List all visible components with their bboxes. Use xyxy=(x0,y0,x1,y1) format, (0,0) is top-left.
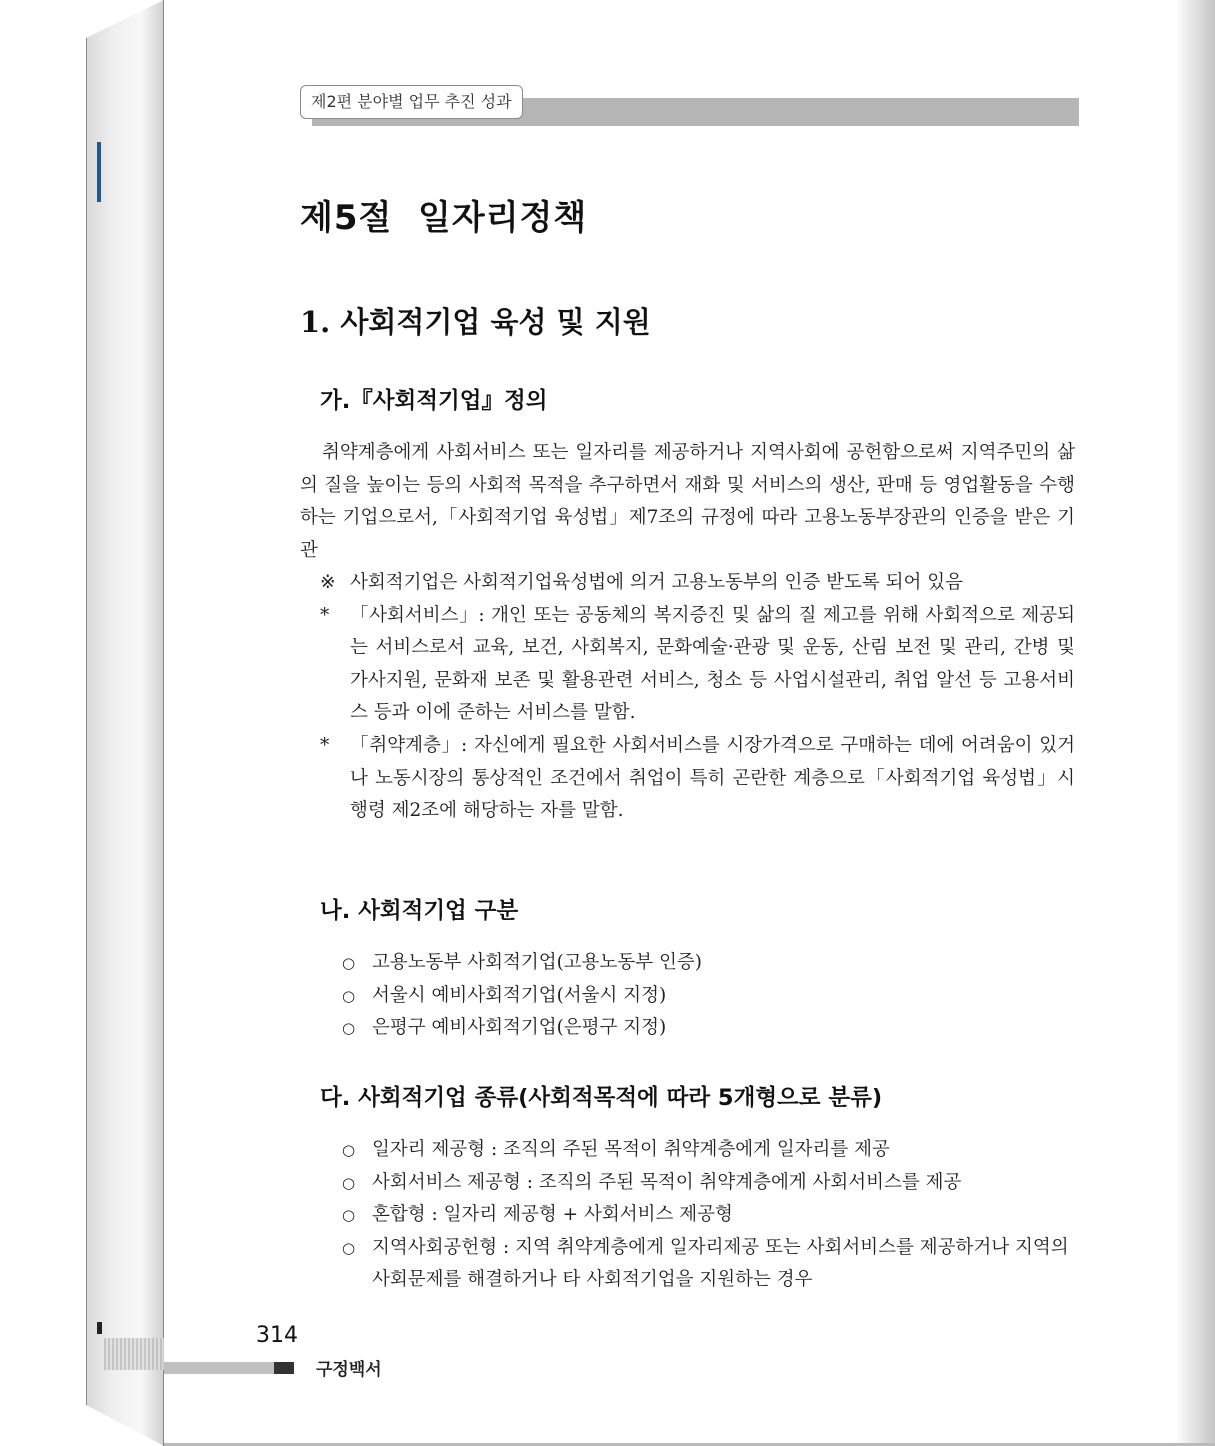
note-marker: * xyxy=(320,604,330,626)
list-item: ○ 은평구 예비사회적기업(은평구 지정) xyxy=(342,1012,1077,1045)
note-item: * 「사회서비스」: 개인 또는 공동체의 복지증진 및 삶의 질 제고를 위해 사회적으로 제공되는 서비스로서 교육, 보건, 사회복지, 문화예술·관광 및 운동, 산림 보전 및 관리, 간병 및 가사지원, 문화재 보존 및 활용관련 서비스, 청소 등 사업시설관리, 취업 알선 등 고용서비스 등과 이에 준하는 서비스를 말함. xyxy=(320,600,1075,730)
definition-notes xyxy=(320,567,1075,828)
note-marker: ※ xyxy=(320,572,336,593)
subheading-b: 나. 사회적기업 구분 xyxy=(320,898,519,924)
footer-bar xyxy=(164,1362,274,1374)
bullet-icon: ○ xyxy=(342,986,356,1005)
heading-1: 1. 사회적기업 육성 및 지원 xyxy=(300,305,651,339)
book-title: 구정백서 xyxy=(316,1360,382,1380)
list-item: ○ 지역사회공헌형 : 지역 취약계층에게 일자리제공 또는 사회서비스를 제공하거나 지역의 사회문제를 해결하거나 타 사회적기업을 지원하는 경우 xyxy=(342,1232,1077,1297)
subheading-a: 가.『사회적기업』정의 xyxy=(320,388,548,414)
list-item: ○ 사회서비스 제공형 : 조직의 주된 목적이 취약계층에게 사회서비스를 제공 xyxy=(342,1167,1077,1200)
note-marker: * xyxy=(320,734,330,756)
list-item: ○ 일자리 제공형 : 조직의 주된 목적이 취약계층에게 일자리를 제공 xyxy=(342,1134,1077,1167)
spine-mark xyxy=(97,142,101,202)
list-item: ○ 고용노동부 사회적기업(고용노동부 인증) xyxy=(342,947,1077,980)
list-item: ○ 서울시 예비사회적기업(서울시 지정) xyxy=(342,980,1077,1013)
page-number: 314 xyxy=(256,1323,298,1348)
definition-paragraph xyxy=(300,437,1075,567)
note-item: * 「취약계층」: 자신에게 필요한 사회서비스를 시장가격으로 구매하는 데에 어려움이 있거나 노동시장의 통상적인 조건에서 취업이 특히 곤란한 계층으로「사회적기업 육성법」시행령 제2조에 해당하는 자를 말함. xyxy=(320,730,1075,828)
note-item: ※ 사회적기업은 사회적기업육성법에 의거 고용노동부의 인증 받도록 되어 있음 xyxy=(320,567,1075,600)
section-title: 제5절 일자리정책 xyxy=(300,198,588,238)
chapter-tab: 제2편 분야별 업무 추진 성과 xyxy=(300,85,523,119)
bullet-icon: ○ xyxy=(342,1019,356,1038)
bullet-icon: ○ xyxy=(342,1173,356,1192)
definition-text: 취약계층에게 사회서비스 또는 일자리를 제공하거나 지역사회에 공헌함으로써 지역주민의 삶의 질을 높이는 등의 사회적 목적을 추구하면서 재화 및 서비스의 생산, 판매 등 영업활동을 수행하는 기업으로서,「사회적기업 육성법」제7조의 규정에 따라 고용노동부장관의 인증을 받은 기관 xyxy=(300,442,1075,561)
bullet-icon: ○ xyxy=(342,1141,356,1159)
list-item: ○ 혼합형 : 일자리 제공형 + 사회서비스 제공형 xyxy=(342,1199,1077,1232)
bullet-icon: ○ xyxy=(342,1238,356,1257)
subheading-c: 다. 사회적기업 종류(사회적목적에 따라 5개형으로 분류) xyxy=(320,1085,883,1111)
spine-divider xyxy=(163,0,164,1446)
footer-block xyxy=(274,1362,294,1374)
book-spine-edge xyxy=(86,0,164,1446)
page-edge-shadow xyxy=(1175,0,1215,1446)
classification-list xyxy=(342,947,1077,1045)
spine-pattern xyxy=(104,1338,164,1370)
bullet-icon: ○ xyxy=(342,1206,356,1225)
type-list xyxy=(342,1134,1077,1297)
bullet-icon: ○ xyxy=(342,954,356,972)
spine-mark xyxy=(97,1322,102,1334)
